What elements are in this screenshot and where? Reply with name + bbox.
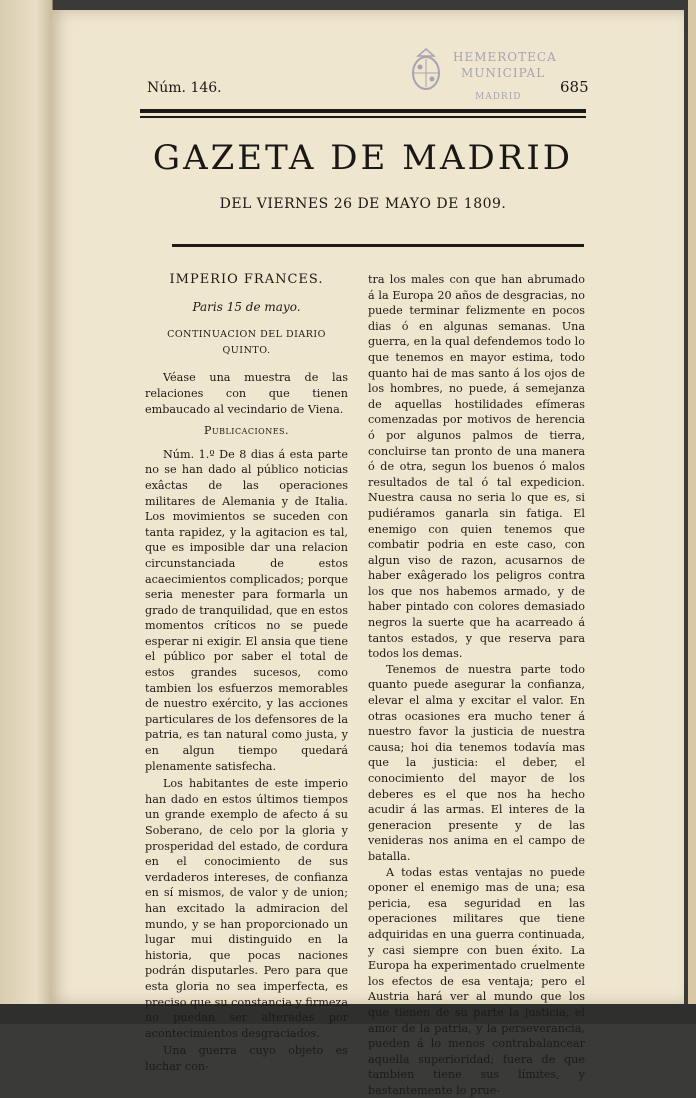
page-right-edge xyxy=(688,0,696,1024)
right-paragraph-2: Tenemos de nuestra parte todo quanto puede asegurar la confianza, elevar el alma y excitar el valor. En otras ocasiones era mucho tener á nuestro favor la justicia de nuestra causa; hoi dia tenemos todavía mas que la justicia: el deber, el conocimiento del mayor de los deberes es el que nos ha hecho acudir á las armas. El interes de la generacion presente y de las venideras nos anima en el campo de batalla. xyxy=(368,662,585,863)
right-paragraph-3: A todas estas ventajas no puede oponer el enemigo mas de una; esa pericia, esa seguridad en las operaciones militares que tiene adquiridas en una guerra continuada, y casi siempre con buen éxito. La Europa ha experimentado cruelmente los efectos de esa ventaja; pero el Austria hará ver al mundo que los que tienen de su parte la justicia, el amor de la patria, y la perseverancia, pueden á lo menos contrabalancear aquella superioridad; fuera de que tambien tiene sus límites, y bastantemente lo prue- xyxy=(368,865,585,1097)
paragraph-1: Núm. 1.º De 8 dias á esta parte no se han dado al público noticias exâctas de las operaciones militares de Alemania y de Italia. Los movimientos se suceden con tanta rapidez, y la agitacion es tal, que es imposible dar una relacion circunstanciada de estos acaecimientos complicados; porque seria menester para formarla un grado de tranquilidad, que en estos momentos críticos no se puede esperar ni exigir. El ansia que tiene el público por saber el total de estos grandes sucesos, como tambien los esfuerzos memorables de nuestro exército, y las acciones particulares de los defensores de la patria, es tan natural como justa, y en algun tiempo quedará plenamente satisfecha. xyxy=(145,447,348,773)
publications-heading: Publicaciones. xyxy=(203,424,290,438)
scan-background xyxy=(0,1004,696,1024)
header-rule-thin xyxy=(140,116,586,118)
library-stamp xyxy=(409,44,559,104)
continuation-heading: CONTINUACION DEL DIARIO QUINTO. xyxy=(167,329,326,356)
masthead-rule xyxy=(172,244,584,247)
left-column xyxy=(145,272,348,1075)
right-paragraph-1: tra los males con que han abrumado á la Europa 20 años de desgracias, no puede terminar felizmente en pocos dias ó en algunas semanas. Una guerra, en la qual defendemos todo lo que tenemos en mayor estima, todo quanto hai de mas santo á los ojos de los hombres, no puede, á semejanza de aquellas hostilidades efímeras comenzadas por motivos de herencia ó por algunos palmos de tierra, concluirse tan pronto de una manera ó de otra, segun los buenos ó malos resultados de tal ó tal expedicion. Nuestra causa no seria lo que es, si pudiéramos ganarla sin fatiga. El enemigo con quien tenemos que combatir podria en este caso, con algun viso de razon, acusarnos de haber exâgerado los peligros contra los que nos habemos armado, y de haber pintado con colores demasiado negros la suerte que ha acarreado á tantos estados, y que reserva para todos los demas. xyxy=(368,273,585,661)
dateline: DEL VIERNES 26 DE MAYO DE 1809. xyxy=(219,196,507,212)
place-date: Paris 15 de mayo. xyxy=(192,299,301,314)
stamp-line-1: HEMEROTECA xyxy=(453,50,557,64)
facing-page-edge xyxy=(0,0,53,1004)
coat-of-arms-icon xyxy=(409,46,443,92)
right-column xyxy=(368,272,585,1098)
section-title: IMPERIO FRANCES. xyxy=(169,272,324,287)
stamp-line-3: MADRID xyxy=(475,92,522,102)
masthead-title: GAZETA DE MADRID xyxy=(152,138,574,178)
intro-paragraph: Véase una muestra de las relaciones con que tienen embaucado al vecindario de Viena. xyxy=(145,371,348,416)
page-number: 685 xyxy=(560,78,589,96)
issue-number: Núm. 146. xyxy=(147,80,222,96)
paragraph-3-start: Una guerra cuyo objeto es luchar con- xyxy=(145,1044,348,1073)
paragraph-2: Los habitantes de este imperio han dado en estos últimos tiempos un grande exemplo de afecto á su Soberano, de celo por la gloria y prosperidad del estado, de cordura en el conocimiento de sus verdaderos intereses, de confianza en sí mismos, de valor y de union; han excitado la admiracion del mundo, y se han proporcionado un lugar mui distinguido en la historia, que pocas naciones podrán disputarles. Pero para que esta gloria no sea imperfecta, es preciso que su constancia y firmeza no puedan ser alteradas por acontecimientos desgraciados. xyxy=(145,777,348,1040)
stamp-line-2: MUNICIPAL xyxy=(461,66,546,80)
header-rule-thick xyxy=(140,109,586,113)
